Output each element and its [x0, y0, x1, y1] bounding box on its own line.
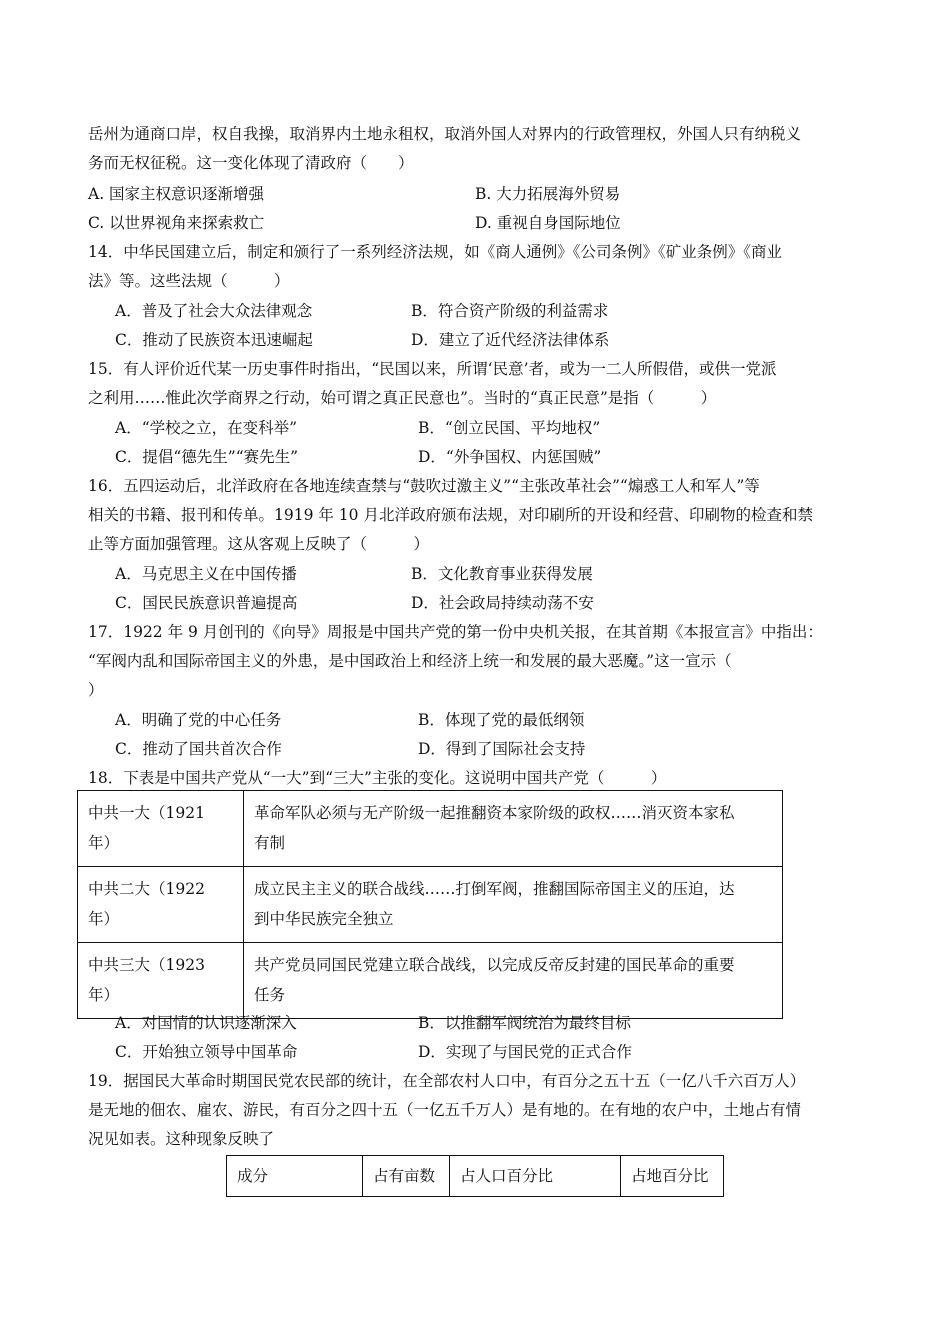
table-cell-congress: 中共二大（1922 年）	[78, 867, 244, 943]
q17-option-d[interactable]: D．得到了国际社会支持	[418, 740, 586, 758]
q18-option-c[interactable]: C．开始独立领导中国革命	[115, 1043, 298, 1061]
table-row	[78, 791, 783, 867]
q16-option-c[interactable]: C．国民民族意识普遍提高	[115, 594, 298, 612]
q17-stem-line2: “军阀内乱和国际帝国主义的外患，是中国政治上和经济上统一和发展的最大恶魔。”这一宣示（	[88, 652, 732, 670]
q14-option-d[interactable]: D．建立了近代经济法律体系	[411, 331, 610, 349]
q16-stem-line3: 止等方面加强管理。这从客观上反映了（ ）	[88, 535, 430, 553]
q18-option-a[interactable]: A．对国情的认识逐渐深入	[115, 1014, 297, 1032]
q15-option-a[interactable]: A．“学校之立，在变科举”	[115, 419, 298, 437]
q16-option-b[interactable]: B．文化教育事业获得发展	[411, 565, 593, 583]
q14-stem-line2: 法》等。这些法规（ ）	[88, 272, 290, 290]
q18-table	[77, 790, 783, 1019]
q15-stem-line2: 之利用……惟此次学商界之行动，始可谓之真正民意也”。当时的“真正民意”是指（ ）	[88, 389, 717, 407]
q13-text-line2: 务而无权征税。这一变化体现了清政府（ ）	[88, 154, 414, 172]
table-header-cell: 成分	[227, 1156, 363, 1197]
table-cell-claim: 成立民主主义的联合战线……打倒军阀，推翻国际帝国主义的压迫，达 到中华民族完全独立	[244, 867, 783, 943]
table-cell-congress: 中共三大（1923 年）	[78, 943, 244, 1019]
q15-option-b[interactable]: B．“创立民国、平均地权”	[418, 419, 601, 437]
q14-option-a[interactable]: A．普及了社会大众法律观念	[115, 302, 313, 320]
q19-stem-line3: 况见如表。这种现象反映了	[88, 1130, 275, 1148]
table-header-cell: 占地百分比	[621, 1156, 724, 1197]
q14-stem-line1: 14．中华民国建立后，制定和颁行了一系列经济法规，如《商人通例》《公司条例》《矿业条例》《商业	[88, 243, 782, 261]
q16-option-a[interactable]: A．马克思主义在中国传播	[115, 565, 297, 583]
table-row	[78, 943, 783, 1019]
q13-option-b[interactable]: B. 大力拓展海外贸易	[475, 185, 621, 203]
table-row	[78, 867, 783, 943]
table-cell-claim: 革命军队必须与无产阶级一起推翻资本家阶级的政权……消灭资本家私 有制	[244, 791, 783, 867]
table-cell-claim: 共产党员同国民党建立联合战线，以完成反帝反封建的国民革命的重要 任务	[244, 943, 783, 1019]
table-header-cell: 占有亩数	[363, 1156, 450, 1197]
q15-stem-line1: 15．有人评价近代某一历史事件时指出，“民国以来，所谓‘民意’者，或为一二人所假借，或供一党派	[88, 360, 777, 378]
table-header-cell: 占人口百分比	[450, 1156, 621, 1197]
q16-stem-line2: 相关的书籍、报刊和传单。1919 年 10 月北洋政府颁布法规，对印刷所的开设和经营、印刷物的检查和禁	[88, 506, 813, 524]
q18-option-b[interactable]: B．以推翻军阀统治为最终目标	[418, 1014, 631, 1032]
q17-stem-line3: ）	[88, 681, 104, 699]
q13-text-line1: 岳州为通商口岸，权自我操，取消界内土地永租权，取消外国人对界内的行政管理权，外国人只有纳税义	[88, 125, 802, 143]
q18-stem: 18．下表是中国共产党从“一大”到“三大”主张的变化。这说明中国共产党（ ）	[88, 769, 667, 787]
q17-stem-line1: 17．1922 年 9 月创刊的《向导》周报是中国共产党的第一份中央机关报，在其首期《本报宣言》中指出：	[88, 623, 823, 641]
q18-option-d[interactable]: D．实现了与国民党的正式合作	[418, 1043, 632, 1061]
q16-option-d[interactable]: D．社会政局持续动荡不安	[411, 594, 594, 612]
q19-stem-line1: 19．据国民大革命时期国民党农民部的统计，在全部农村人口中，有百分之五十五（一亿八千六百万人）	[88, 1072, 806, 1090]
q17-option-a[interactable]: A．明确了党的中心任务	[115, 711, 282, 729]
q19-table	[226, 1155, 724, 1197]
table-cell-congress: 中共一大（1921 年）	[78, 791, 244, 867]
q13-option-c[interactable]: C. 以世界视角来探索救亡	[88, 214, 265, 232]
table-header-row	[227, 1156, 724, 1197]
q15-option-d[interactable]: D．“外争国权、内惩国贼”	[418, 448, 602, 466]
q17-option-c[interactable]: C．推动了国共首次合作	[115, 740, 282, 758]
q19-stem-line2: 是无地的佃农、雇农、游民，有百分之四十五（一亿五千万人）是有地的。在有地的农户中，土地占有情	[88, 1101, 802, 1119]
q14-option-b[interactable]: B．符合资产阶级的利益需求	[411, 302, 609, 320]
q16-stem-line1: 16．五四运动后，北洋政府在各地连续查禁与“鼓吹过激主义”“主张改革社会”“煽惑工人和军人”等	[88, 477, 760, 495]
q14-option-c[interactable]: C．推动了民族资本迅速崛起	[115, 331, 313, 349]
q15-option-c[interactable]: C．提倡“德先生”“赛先生”	[115, 448, 299, 466]
q13-option-a[interactable]: A. 国家主权意识逐渐增强	[88, 185, 265, 203]
q13-option-d[interactable]: D. 重视自身国际地位	[475, 214, 621, 232]
q17-option-b[interactable]: B．体现了党的最低纲领	[418, 711, 585, 729]
